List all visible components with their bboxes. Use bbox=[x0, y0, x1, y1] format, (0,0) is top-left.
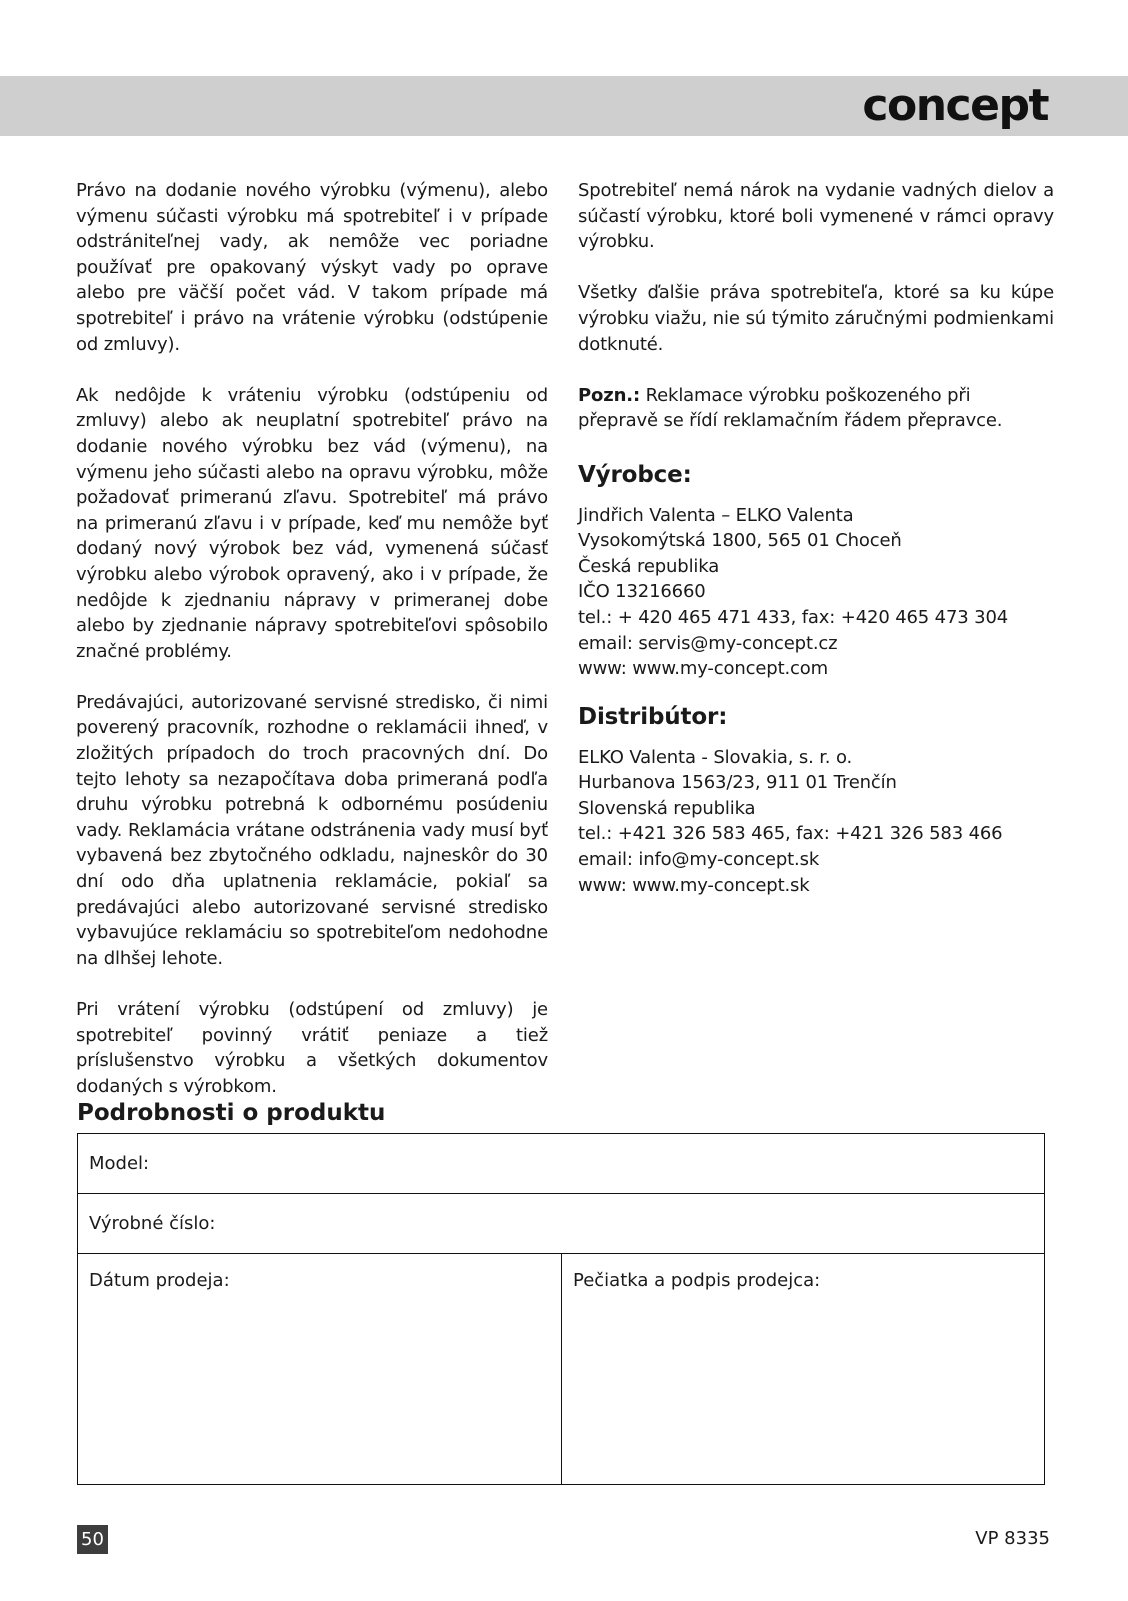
product-details-title: Podrobnosti o produktu bbox=[77, 1100, 386, 1126]
address-line: tel.: +421 326 583 465, fax: +421 326 583 466 bbox=[578, 823, 1003, 845]
serial-number-row[interactable] bbox=[78, 1194, 1044, 1254]
seller-stamp-cell[interactable] bbox=[562, 1254, 1044, 1484]
paragraph: Predávajúci, autorizované servisné stredisko, či nimi poverený pracovník, rozhodne o reklamácii ihneď, v zložitých prípadoch do troch pracovných dní. Do tejto lehoty sa nezapočítava doba primeraná podľa druhu výrobku potrebná k odbornému posúdeniu vady. Reklamácia vrátane odstránenia vady musí byť vybavená bez zbytočného odkladu, najneskôr do 30 dní odo dňa uplatnenia reklamácie, pokiaľ sa predávajúci alebo autorizované servisné stredisko vybavujúce reklamáciu so spotrebiteľom nedohodne na dlhšej lehote. bbox=[76, 691, 548, 969]
model-code: VP 8335 bbox=[975, 1528, 1050, 1549]
sale-date-cell[interactable] bbox=[78, 1254, 562, 1484]
address-line: Slovenská republika bbox=[578, 797, 756, 819]
address-line: email: servis@my-concept.cz bbox=[578, 632, 838, 654]
manufacturer-address bbox=[578, 503, 1054, 682]
note bbox=[578, 383, 1054, 434]
right-column bbox=[578, 178, 1054, 918]
address-line: Česká republika bbox=[578, 555, 720, 577]
seller-stamp-label: Pečiatka a podpis prodejca: bbox=[573, 1270, 821, 1291]
address-line: tel.: + 420 465 471 433, fax: +420 465 473 304 bbox=[578, 606, 1009, 628]
paragraph: Ak nedôjde k vráteniu výrobku (odstúpeniu od zmluvy) alebo ak neuplatní spotrebiteľ právo na dodanie nového výrobku bez vád (výmenu), na výmenu jeho súčasti alebo na opravu výrobku, môže požadovať primeranú zľavu. Spotrebiteľ má právo na primeranú zľavu i v prípade, keď mu nemôže byť dodaný nový výrobok bez vád, vymenená súčasť výrobku alebo výrobok opravený, ako i v prípade, že nedôjde k zjednaniu nápravy v primeranej dobe alebo by zjednanie nápravy spotrebiteľovi spôsobilo značné problémy. bbox=[76, 384, 548, 662]
manufacturer-heading: Výrobce: bbox=[578, 461, 692, 488]
address-line: email: info@my-concept.sk bbox=[578, 849, 820, 871]
address-line: Hurbanova 1563/23, 911 01 Trenčín bbox=[578, 772, 897, 794]
address-line: ELKO Valenta - Slovakia, s. r. o. bbox=[578, 746, 853, 768]
distributor-heading: Distribútor: bbox=[578, 703, 728, 730]
model-label: Model: bbox=[89, 1153, 150, 1174]
left-column bbox=[76, 178, 548, 1125]
paragraph: Pri vrátení výrobku (odstúpení od zmluvy) je spotrebiteľ povinný vrátiť peniaze a tiež príslušenstvo výrobku a všetkých dokumentov dodaných s výrobkom. bbox=[76, 999, 548, 1097]
product-details-form bbox=[77, 1133, 1045, 1485]
address-line: Vysokomýtská 1800, 565 01 Choceň bbox=[578, 530, 902, 552]
paragraph: Právo na dodanie nového výrobku (výmenu), alebo výmenu súčasti výrobku má spotrebiteľ i v prípade odstrániteľnej vady, ak nemôže vec poriadne používať pre opakovaný výskyt vady po oprave alebo pre väčší počet vád. V takom prípade má spotrebiteľ i právo na vrátenie výrobku (odstúpenie od zmluvy). bbox=[76, 180, 548, 355]
address-line: Jindřich Valenta – ELKO Valenta bbox=[578, 504, 854, 526]
brand-logo: concept bbox=[862, 80, 1048, 131]
address-line: www: www.my-concept.com bbox=[578, 658, 829, 680]
distributor-address bbox=[578, 745, 1054, 899]
note-label: Pozn.: bbox=[578, 384, 640, 406]
serial-number-label: Výrobné číslo: bbox=[89, 1213, 216, 1234]
note-text: Reklamace výrobku poškozeného při přepravě se řídí reklamačním řádem přepravce. bbox=[578, 384, 1003, 432]
paragraph: Spotrebiteľ nemá nárok na vydanie vadných dielov a súčastí výrobku, ktoré boli vymenené v rámci opravy výrobku. bbox=[578, 180, 1054, 253]
sale-row bbox=[78, 1254, 1044, 1484]
page-number: 50 bbox=[77, 1525, 108, 1554]
model-row[interactable] bbox=[78, 1134, 1044, 1194]
paragraph: Všetky ďalšie práva spotrebiteľa, ktoré sa ku kúpe výrobku viažu, nie sú týmito záručnými podmienkami dotknuté. bbox=[578, 282, 1054, 355]
sale-date-label: Dátum prodeja: bbox=[89, 1270, 230, 1291]
address-line: www: www.my-concept.sk bbox=[578, 874, 810, 896]
address-line: IČO 13216660 bbox=[578, 581, 706, 603]
